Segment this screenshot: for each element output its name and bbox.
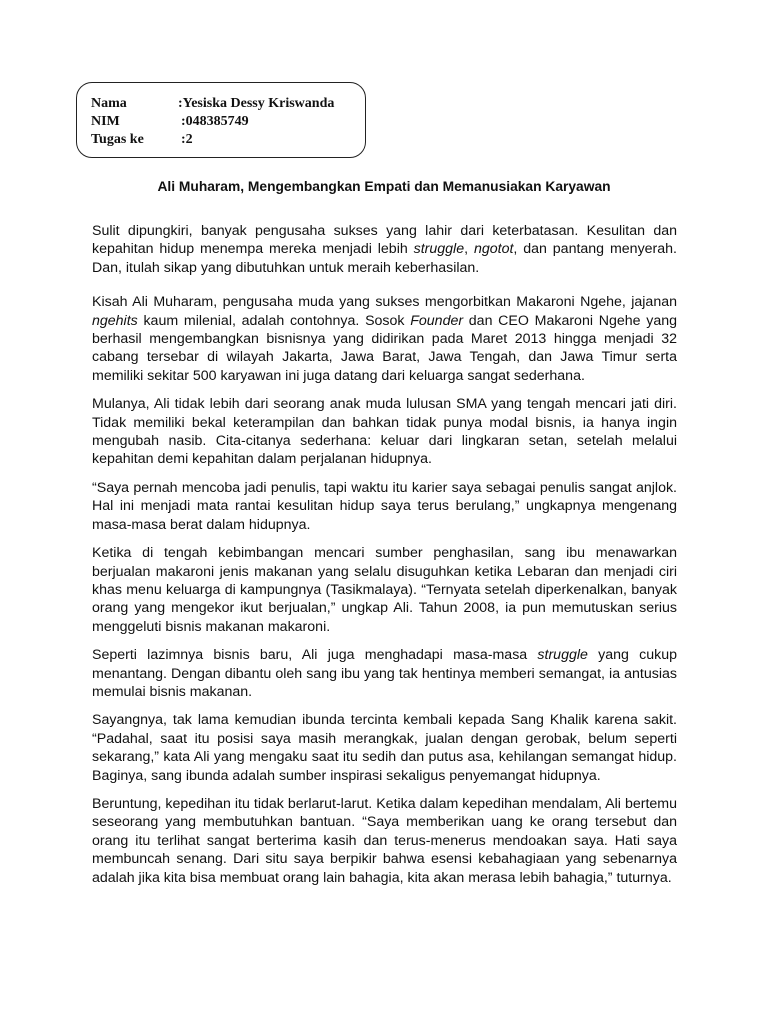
text-run: Beruntung, kepedihan itu tidak berlarut-larut. Ketika dalam kepedihan mendalam, Ali bertemu seseorang yang membutuhkan bantuan. “Saya memberikan uang ke orang tersebut dan orang itu terlihat sangat berterima kasih dan terus-menerus mendoakan saya. Hati saya membuncah senang. Dari situ saya berpikir bahwa esensi kebahagiaan yang sebenarnya adalah jika kita bisa membuat orang lain bahagia, kita akan merasa lebih bahagia,” tuturnya.: [92, 795, 677, 886]
italic-text: ngotot: [473, 241, 514, 258]
text-run: “Saya pernah mencoba jadi penulis, tapi waktu itu karier saya sebagai penulis sangat anjlok. Hal ini menjadi mata rantai kesulitan hidup saya terus berulang,” ungkapnya mengenang masa-masa berat dalam hidupnya.: [92, 479, 677, 533]
task-value: :2: [181, 132, 193, 147]
text-run: Mulanya, Ali tidak lebih dari seorang anak muda lulusan SMA yang tengah mencari jati diri. Tidak memiliki bekal keterampilan dan bahkan tidak punya modal bisnis, ia hanya ingin mengubah nasib. Cita-citanya sederhana: keluar dari lingkaran setan, setelah melalui kepahitan demi kepahitan dalam perjalanan hidupnya.: [92, 396, 677, 468]
text-run: ,: [464, 241, 474, 258]
nim-label: NIM: [91, 114, 120, 129]
paragraph: [92, 711, 677, 785]
paragraph: [92, 222, 677, 277]
text-run: , dan pantang menyerah. Dan, itulah sikap yang dibutuhkan untuk meraih keberhasilan.: [92, 241, 677, 276]
text-run: yang cukup menantang. Dengan dibantu oleh sang ibu yang tak hentinya memberi semangat, ia antusias memulai bisnis makanan.: [92, 647, 677, 700]
text-run: Sulit dipungkiri, banyak pengusaha sukses yang lahir dari keterbatasan. Kesulitan dan kepahitan hidup menempa mereka menjadi lebih: [92, 223, 677, 258]
italic-text: struggle: [537, 647, 588, 664]
text-run: Ketika di tengah kebimbangan mencari sumber penghasilan, sang ibu menawarkan berjualan makaroni jenis makanan yang selalu disuguhkan ketika Lebaran dan menjadi ciri khas menu keluarga di kampungnya (Tasikmalaya). “Ternyata setelah diperkenalkan, banyak orang yang mengekor ikut berjualan,” ungkap Ali. Tahun 2008, ia pun memutuskan serius menggeluti bisnis makanan makaroni.: [92, 545, 677, 635]
name-value: :Yesiska Dessy Kriswanda: [178, 96, 335, 111]
student-info-box: [76, 82, 366, 158]
paragraph: [92, 293, 677, 385]
paragraph: [92, 646, 677, 701]
paragraph: [92, 795, 677, 887]
nim-value: :048385749: [181, 114, 249, 129]
text-run: Seperti lazimnya bisnis baru, Ali juga menghadapi masa-masa: [92, 647, 538, 664]
text-run: dan CEO Makaroni Ngehe yang berhasil mengembangkan bisnisnya yang didirikan pada Maret 2013 hingga menjadi 32 cabang tersebar di wilayah Jakarta, Jawa Barat, Jawa Tengah, dan Jawa Timur serta memiliki sekitar 500 karyawan ini juga datang dari keluarga sangat sederhana.: [92, 312, 677, 384]
article-body: [92, 222, 677, 887]
italic-text: Founder: [410, 312, 464, 329]
text-run: Kisah Ali Muharam, pengusaha muda yang sukses mengorbitkan Makaroni Ngehe, jajanan: [92, 294, 677, 311]
italic-text: struggle: [413, 241, 465, 258]
name-label: Nama: [91, 96, 127, 111]
paragraph: [92, 479, 677, 534]
text-run: Sayangnya, tak lama kemudian ibunda tercinta kembali kepada Sang Khalik karena sakit. “Padahal, saat itu posisi saya masih merangkak, jualan dengan gerobak, belum seperti sekarang,” kata Ali yang mengaku saat itu sedih dan putus asa, kehilangan semangat hidup. Baginya, sang ibunda adalah sumber inspirasi sekaligus penyemangat hidupnya.: [92, 712, 677, 784]
text-run: kaum milenial, adalah contohnya. Sosok: [137, 312, 411, 329]
italic-text: ngehits: [92, 312, 138, 329]
paragraph: [92, 544, 677, 636]
task-label: Tugas ke: [91, 132, 144, 147]
document-title: Ali Muharam, Mengembangkan Empati dan Memanusiakan Karyawan: [157, 179, 611, 194]
paragraph: [92, 395, 677, 469]
